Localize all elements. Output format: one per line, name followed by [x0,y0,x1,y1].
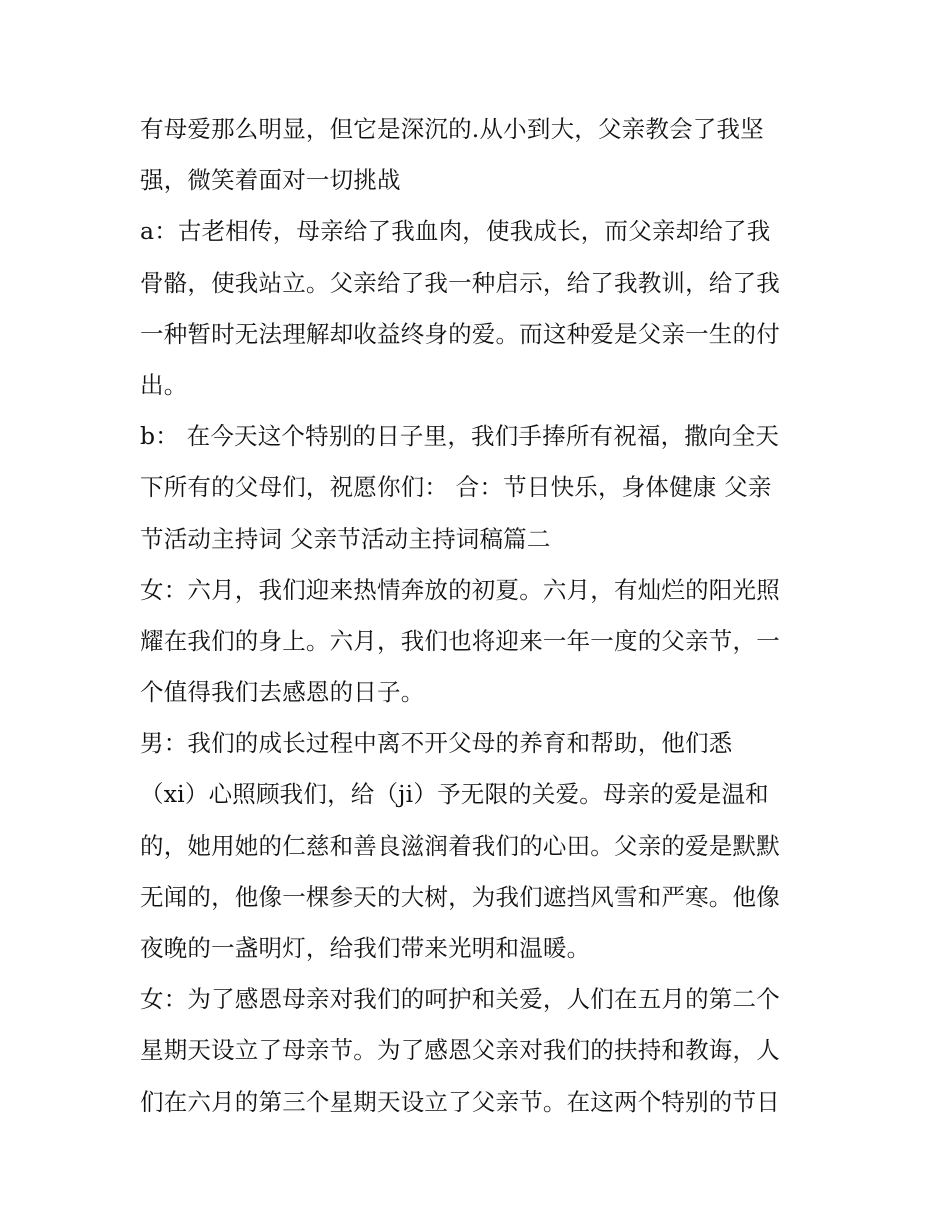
text-line: a：古老相传，母亲给了我血肉，使我成长，而父亲却给了我 [140,217,771,246]
text-line: 们在六月的第三个星期天设立了父亲节。在这两个特别的节日 [140,1087,780,1116]
text-line: 夜晚的一盏明灯，给我们带来光明和温暖。 [140,934,591,962]
text-line: （xi）心照顾我们，给（ji）予无限的关爱。母亲的爱是温和 [140,780,769,809]
text-line: 男：我们的成长过程中离不开父母的养育和帮助，他们悉 [140,729,733,758]
text-line: 下所有的父母们，祝愿你们： 合：节日快乐，身体健康 父亲 [140,473,772,502]
text-line: 耀在我们的身上。六月，我们也将迎来一年一度的父亲节，一 [140,626,780,655]
text-line: 一种暂时无法理解却收益终身的爱。而这种爱是父亲一生的付 [140,319,780,348]
text-line: 出。 [140,370,188,399]
text-line: 无闻的，他像一棵参天的大树，为我们遮挡风雪和严寒。他像 [140,882,780,911]
text-line: 有母爱那么明显，但它是深沉的.从小到大，父亲教会了我坚 [140,115,764,143]
text-line: b： 在今天这个特别的日子里，我们手捧所有祝福，撒向全天 [140,422,780,451]
document-body [140,104,815,1128]
text-line: 女：为了感恩母亲对我们的呵护和关爱，人们在五月的第二个 [140,985,780,1014]
text-line: 骨骼，使我站立。父亲给了我一种启示，给了我教训，给了我 [140,268,780,297]
text-line: 个值得我们去感恩的日子。 [140,678,425,707]
text-line: 强，微笑着面对一切挑战 [140,166,401,195]
text-line: 女：六月，我们迎来热情奔放的初夏。六月，有灿烂的阳光照 [140,575,780,604]
text-line: 的，她用她的仁慈和善良滋润着我们的心田。父亲的爱是默默 [140,831,780,860]
text-line: 节活动主持词 父亲节活动主持词稿篇二 [140,524,551,553]
text-line: 星期天设立了母亲节。为了感恩父亲对我们的扶持和教诲，人 [140,1036,780,1065]
